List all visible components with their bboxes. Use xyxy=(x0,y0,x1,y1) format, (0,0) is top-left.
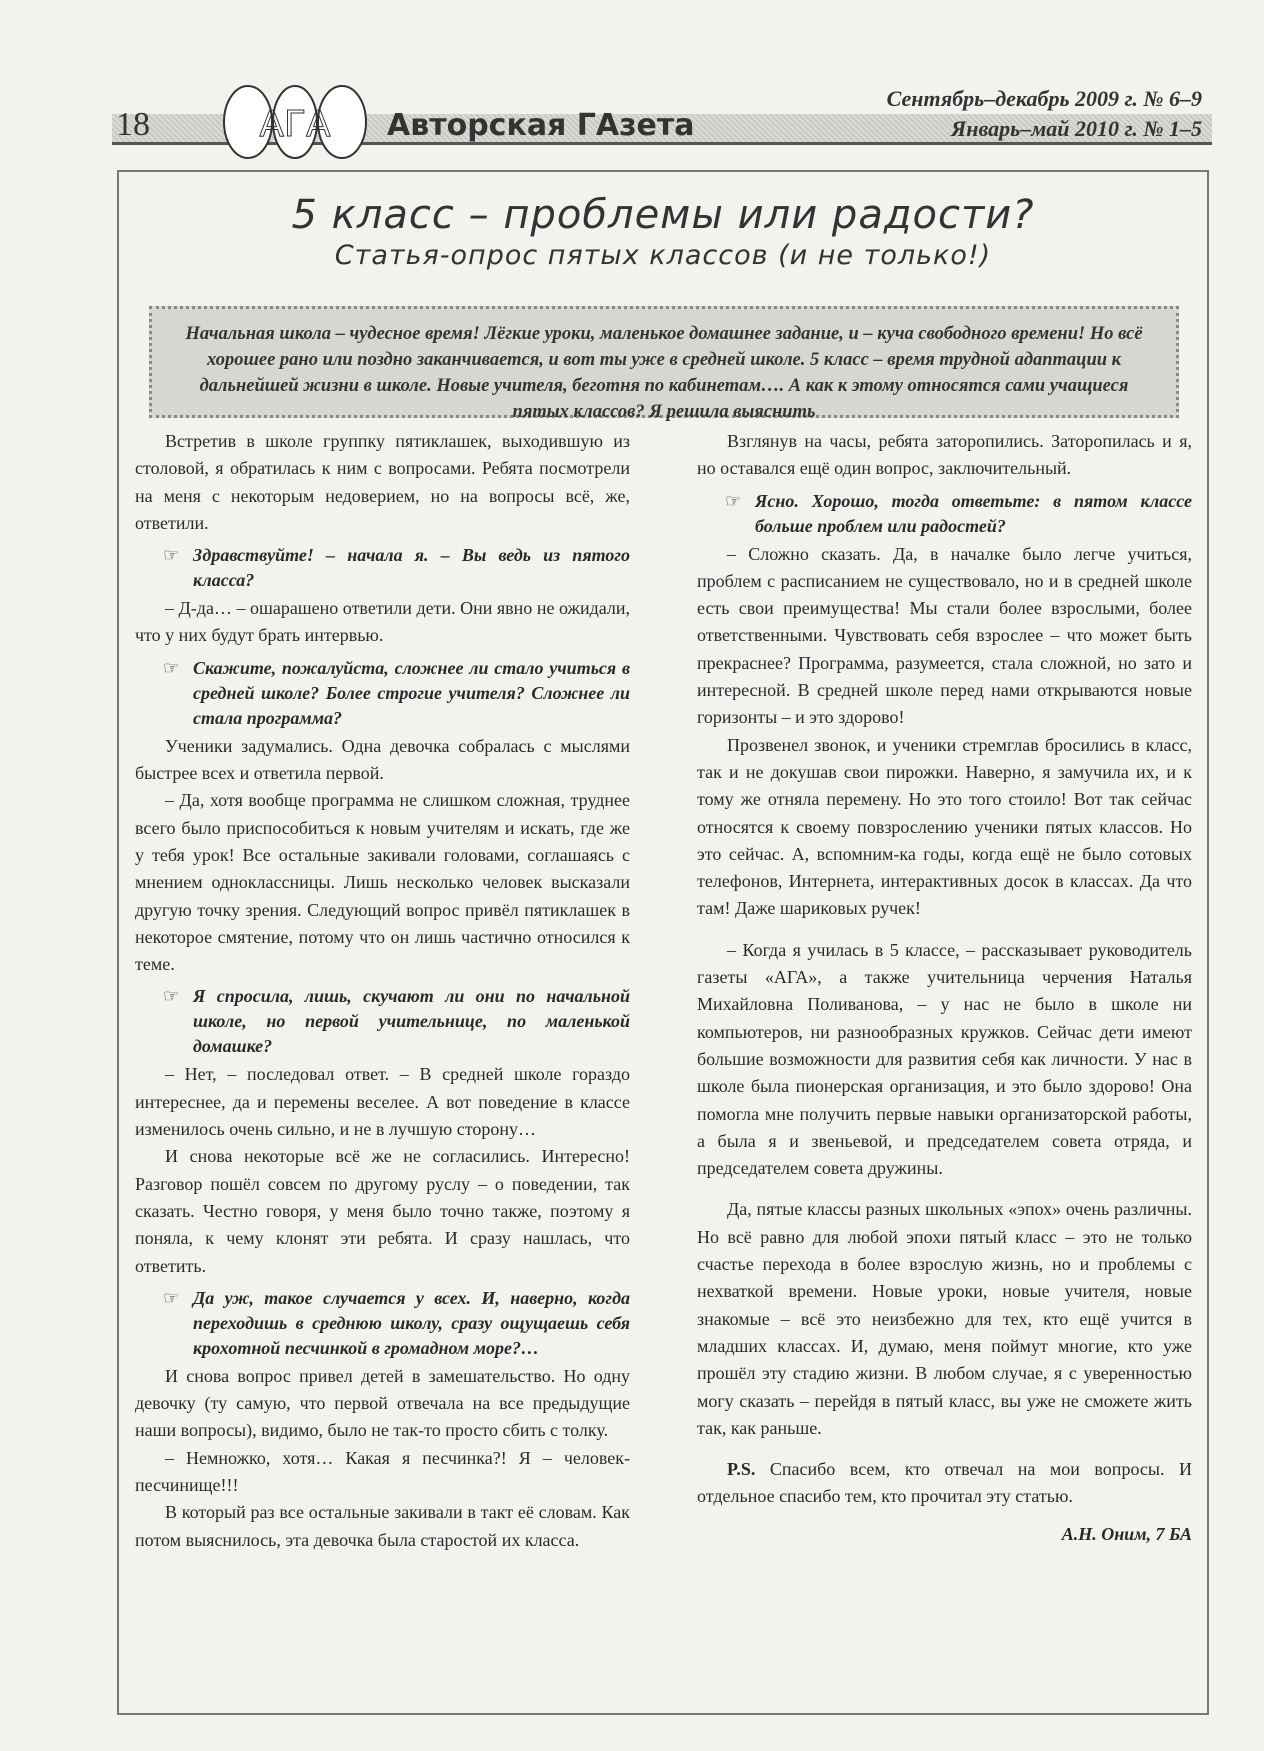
issue-line-1: Сентябрь–декабрь 2009 г. № 6–9 xyxy=(886,86,1202,111)
pointing-hand-icon: ☞ xyxy=(163,657,180,678)
postscript xyxy=(697,1456,1192,1511)
paragraph: – Да, хотя вообще программа не слишком сложная, труднее всего было приспособиться к новым учителям и искать, где же у тебя урок! Все остальные закивали головами, соглашаясь с мнением одноклассницы. Лишь несколько человек высказали другую точку зрения. Следующий вопрос привёл пятиклашек в некоторое смятение, потому что он лишь частично относился к теме. xyxy=(135,790,630,975)
interview-question xyxy=(697,489,1192,539)
interview-question xyxy=(135,984,630,1059)
paragraph: – Когда я училась в 5 классе, – рассказывает руководитель газеты «АГА», а также учительница черчения Наталья Михайловна Поливанова, – у нас не было в школе ни компьютеров, ни разнообразных кружков. Сейчас дети имеют большие возможности для развития себя как личности. У нас в школе была пионерская организация, и это было здорово! Она помогла мне получить первые навыки организаторской работы, а была я и звеньевой, и председателем совета отряда, и председателем совета дружины. xyxy=(697,939,1192,1179)
aga-logo xyxy=(220,80,370,160)
pointing-hand-icon: ☞ xyxy=(725,490,742,511)
author-signature: А.Н. Оним, 7 БА xyxy=(1061,1523,1192,1544)
question-text: Да уж, такое случается у всех. И, наверно, когда переходишь в среднюю школу, сразу ощущаешь себя крохотной песчинкой в громадном море?… xyxy=(193,1287,630,1358)
pointing-hand-icon: ☞ xyxy=(163,545,180,566)
paragraph: Взглянув на часы, ребята заторопились. Заторопилась и я, но оставался ещё один вопрос, заключительный. xyxy=(697,431,1192,479)
article-frame xyxy=(117,170,1209,1715)
issue-line-2: Январь–май 2010 г. № 1–5 xyxy=(951,116,1202,141)
paragraph: Прозвенел звонок, и ученики стремглав бросились в класс, так и не докушав свои пирожки. Наверно, я замучила их, и к тому же отняла перемену. Но это того стоило! Вот так сейчас относятся к своему повзрослению ученики пятых классов. Но это сейчас. А, вспомним-ка годы, когда ещё не было сотовых телефонов, Интернета, интерактивных досок в классах. Да что там! Даже шариковых ручек! xyxy=(697,734,1192,919)
question-text: Скажите, пожалуйста, сложнее ли стало учиться в средней школе? Более строгие учителя? Сложнее ли стала программа? xyxy=(193,657,630,728)
paper-name: Авторская ГАзета xyxy=(387,108,695,143)
interview-question xyxy=(135,656,630,731)
paragraph: Встретив в школе группку пятиклашек, выходившую из столовой, я обратилась к ним с вопросами. Ребята посмотрели на меня с некоторым недоверием, но на вопросы всё, же, ответили. xyxy=(135,431,630,533)
paragraph: – Д-да… – ошарашено ответили дети. Они явно не ожидали, что у них будут брать интервью. xyxy=(135,598,630,646)
paragraph: В который раз все остальные закивали в такт её словам. Как потом выяснилось, эта девочка была старостой их класса. xyxy=(135,1502,630,1550)
masthead xyxy=(112,80,1212,150)
article-subtitle: Статья-опрос пятых классов (и не только!) xyxy=(334,240,992,271)
logo-text: АГА xyxy=(259,104,331,145)
paragraph: – Немножко, хотя… Какая я песчинка?! Я – человек-песчинище!!! xyxy=(135,1447,630,1496)
paragraph: И снова вопрос привел детей в замешательство. Но одну девочку (ту самую, что первой отвечала на все предыдущие наши вопросы), видимо, было не так-то просто сбить с толку. xyxy=(135,1365,630,1441)
interview-question xyxy=(135,543,630,593)
intro-box: Начальная школа – чудесное время! Лёгкие уроки, маленькое домашнее задание, и – куча свободного времени! Но всё хорошее рано или поздно заканчивается, и вот ты уже в средней школе. 5 класс – время трудной адаптации к дальнейшей жизни в школе. Новые учителя, беготня по кабинетам…. А как к этому относятся сами учащиеся пятых классов? Я решила выяснить xyxy=(149,306,1179,418)
question-text: Ясно. Хорошо, тогда ответьте: в пятом классе больше проблем или радостей? xyxy=(755,490,1192,536)
article-title: 5 класс – проблемы или радости? xyxy=(291,192,1035,238)
pointing-hand-icon: ☞ xyxy=(163,986,180,1007)
interview-question xyxy=(135,1286,630,1361)
pointing-hand-icon: ☞ xyxy=(163,1287,180,1308)
right-column xyxy=(697,428,1192,1548)
question-text: Здравствуйте! – начала я. – Вы ведь из пятого класса? xyxy=(193,545,630,591)
page-number: 18 xyxy=(116,106,150,143)
paragraph: Да, пятые классы разных школьных «эпох» очень различны. Но всё равно для любой эпохи пятый класс – это не только счастье перехода в более взрослую жизнь, но и проблемы с нехваткой времени. Новые уроки, новые учителя, новые знакомые – всё это неизбежно для тех, кто ещё учится в младших классах. И, думаю, меня поймут многие, кто уже прошёл эту стадию жизни. В любом случае, я с уверенностью могу сказать – перейдя в пятый класс, вы уже не сможете жить так, как раньше. xyxy=(697,1199,1192,1438)
ps-text: Спасибо всем, кто отвечал на мои вопросы. И отдельное спасибо тем, кто прочитал эту статью. xyxy=(697,1459,1192,1507)
paragraph: Ученики задумались. Одна девочка собралась с мыслями быстрее всех и ответила первой. xyxy=(135,735,630,784)
paragraph: – Нет, – последовал ответ. – В средней школе гораздо интереснее, да и перемены веселее. А вот поведение в классе изменилось очень сильно, и не в лучшую сторону… xyxy=(135,1064,630,1140)
ps-label: P.S. xyxy=(727,1459,756,1480)
paragraph: – Сложно сказать. Да, в началке было легче учиться, проблем с расписанием не существовало, но и в средней школе есть свои преимущества! Мы стали более взрослыми, более ответственными. Чувствовать себя взрослее – что может быть прекраснее? Программа, разумеется, стала сложной, но зато и интересной. В средней школе перед нами открываются новые горизонты – и это здорово! xyxy=(697,543,1192,728)
question-text: Я спросила, лишь, скучают ли они по начальной школе, но первой учительнице, по маленькой домашке? xyxy=(193,986,630,1057)
paragraph: И снова некоторые всё же не согласились. Интересно! Разговор пошёл совсем по другому руслу – о поведении, так сказать. Честно говоря, у меня было точно также, поэтому я поняла, к чему клонят эти ребята. И сразу нашлась, что ответить. xyxy=(135,1146,630,1276)
left-column xyxy=(135,428,630,1554)
